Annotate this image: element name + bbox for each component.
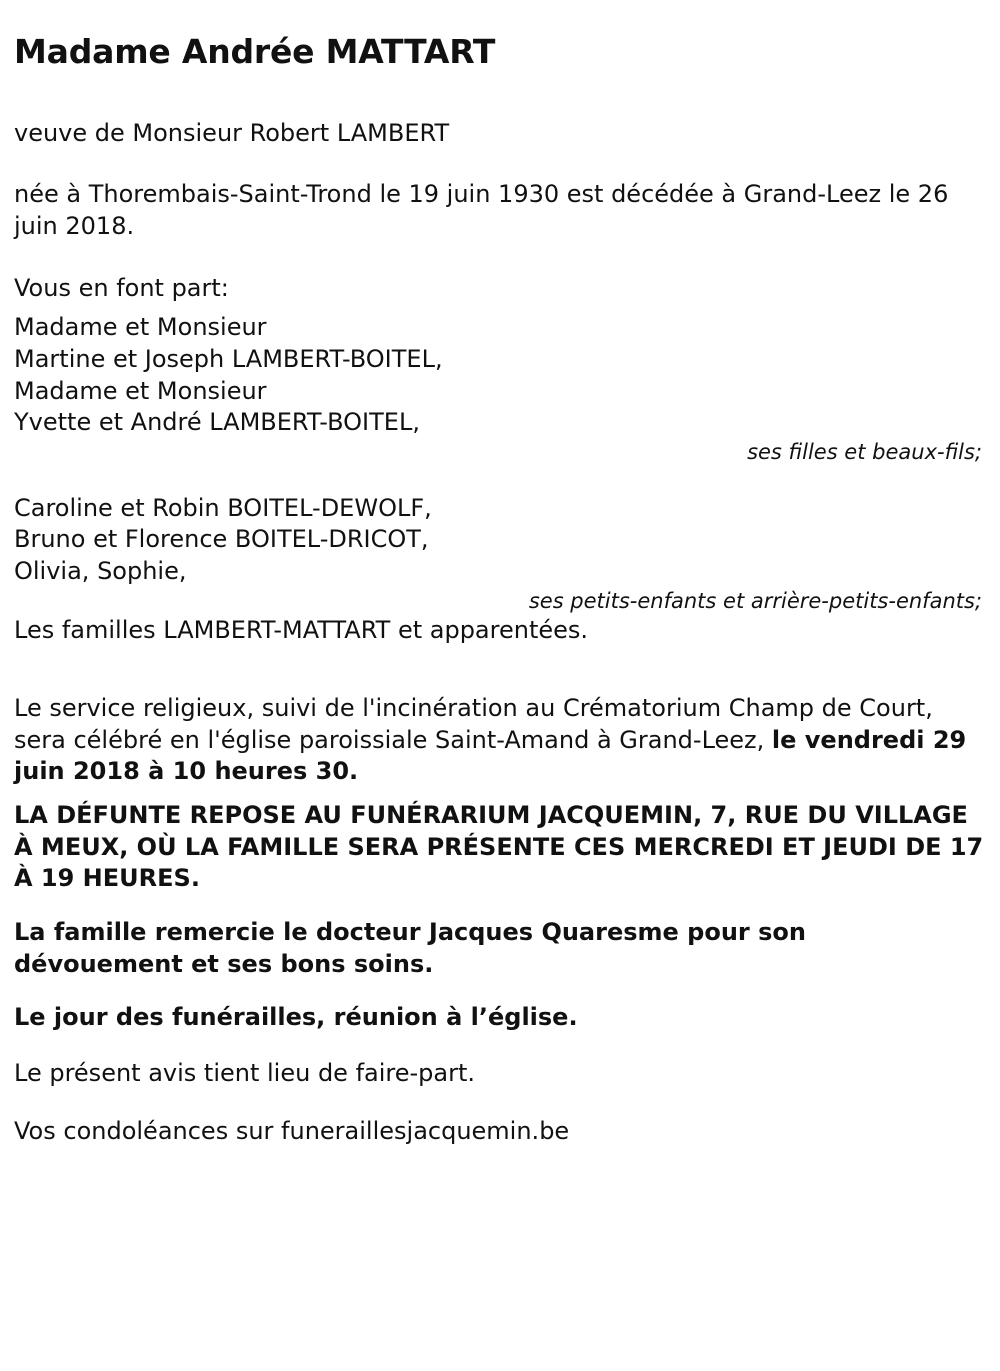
list-item: Caroline et Robin BOITEL-DEWOLF, <box>14 493 432 522</box>
funerarium-paragraph: LA DÉFUNTE REPOSE AU FUNÉRARIUM JACQUEMIN, 7, RUE DU VILLAGE À MEUX, OÙ LA FAMILLE SERA PRÉSENTE CES MERCREDI ET JEUDI DE 17 À 19 HEURES. <box>14 801 984 893</box>
condolences-line: Vos condoléances sur funeraillesjacquemin.be <box>14 1116 570 1145</box>
grandchildren-role-label: ses petits-enfants et arrière-petits-enfants; <box>528 588 982 613</box>
thanks-paragraph: La famille remercie le docteur Jacques Quaresme pour son dévouement et ses bons soins. <box>14 918 806 978</box>
service-text: Le service religieux, suivi de l'incinération au Crématorium Champ de Court, sera célébré en l'église paroissiale Saint-Amand à Grand-Leez, <box>14 694 933 754</box>
service-datetime: le vendredi 29 juin 2018 à 10 heures 30. <box>14 725 967 786</box>
widow-line: veuve de Monsieur Robert LAMBERT <box>14 118 450 147</box>
spacer <box>14 467 986 493</box>
grandchildren-block <box>14 493 986 616</box>
faire-part-line: Le présent avis tient lieu de faire-part. <box>14 1059 476 1088</box>
list-item: Martine et Joseph LAMBERT-BOITEL, <box>14 344 443 373</box>
list-item: Bruno et Florence BOITEL-DRICOT, <box>14 525 429 554</box>
list-item: Yvette et André LAMBERT-BOITEL, <box>14 408 420 437</box>
children-names <box>14 312 986 439</box>
children-role-label: ses filles et beaux-fils; <box>747 439 982 464</box>
reunion-line: Le jour des funérailles, réunion à l’église. <box>14 1003 578 1032</box>
announce-intro: Vous en font part: <box>14 273 229 302</box>
birth-death-line: née à Thorembais-Saint-Trond le 19 juin 1930 est décédée à Grand-Leez le 26 juin 2018. <box>14 180 949 240</box>
list-item: Madame et Monsieur <box>14 313 267 342</box>
children-block <box>14 312 986 466</box>
service-paragraph <box>14 693 986 788</box>
list-item: Madame et Monsieur <box>14 376 267 405</box>
grandchildren-names <box>14 493 986 588</box>
spacer <box>14 677 986 693</box>
page-title: Madame Andrée MATTART <box>14 32 496 71</box>
list-item: Olivia, Sophie, <box>14 557 187 586</box>
families-line: Les familles LAMBERT-MATTART et apparentées. <box>14 616 589 645</box>
